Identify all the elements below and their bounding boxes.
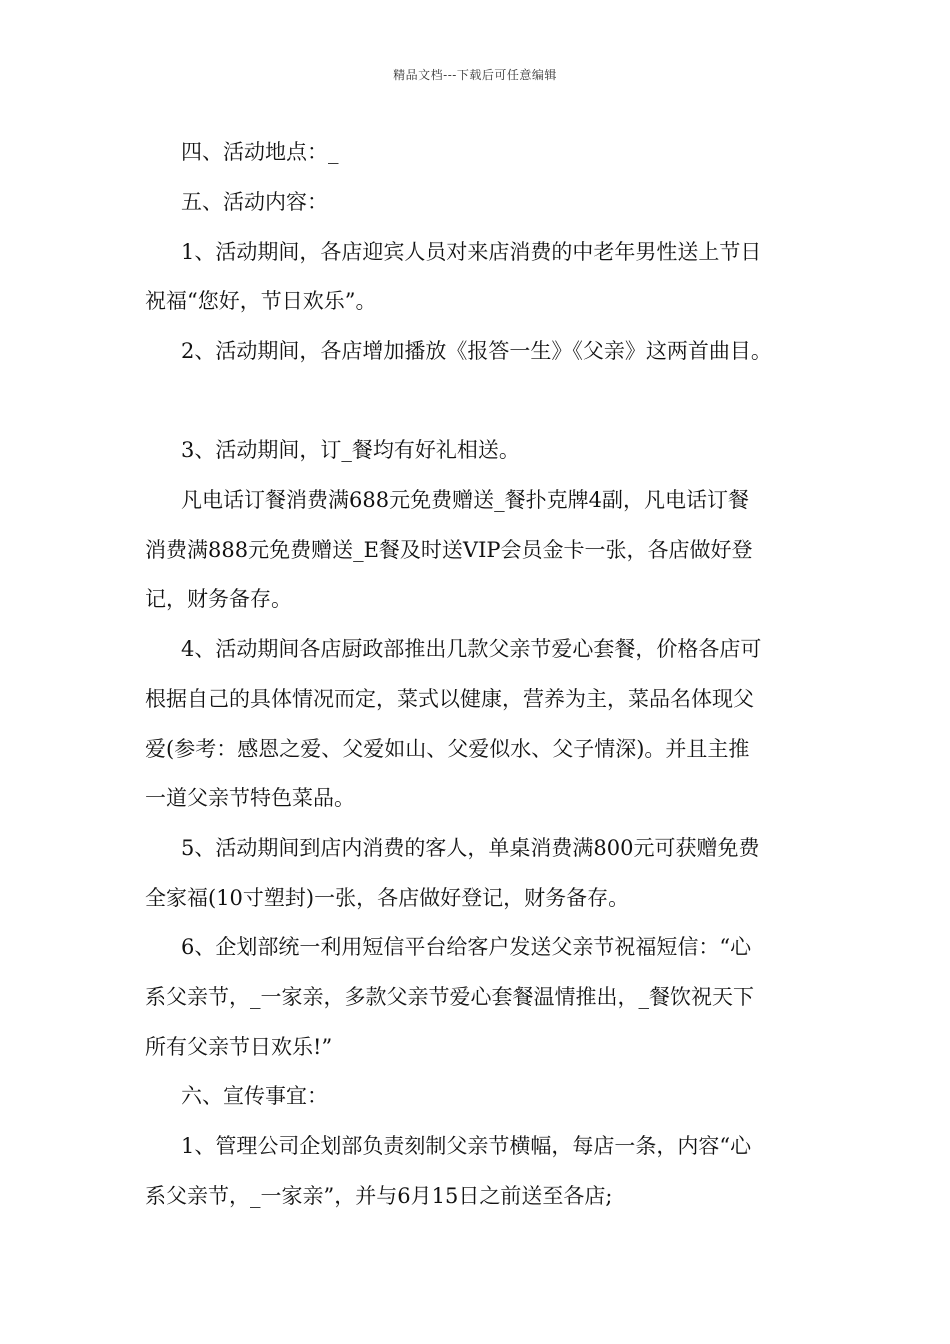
paragraph-line: 1、活动期间，各店迎宾人员对来店消费的中老年男性送上节日: [181, 240, 762, 264]
paragraph-line: 全家福(10寸塑封)一张，各店做好登记，财务备存。: [145, 886, 630, 910]
paragraph-line: 爱(参考：感恩之爱、父爱如山、父爱似水、父子情深)。并且主推: [145, 737, 750, 761]
paragraph-line: 消费满888元免费赠送_E餐及时送VIP会员金卡一张，各店做好登: [145, 538, 753, 562]
paragraph-line: 1、管理公司企划部负责刻制父亲节横幅，每店一条，内容“心: [181, 1134, 752, 1158]
paragraph-line: 3、活动期间，订_餐均有好礼相送。: [181, 438, 520, 462]
paragraph-line: 祝福“您好，节日欢乐”。: [145, 289, 377, 313]
section-heading-location: 四、活动地点：_: [181, 140, 339, 164]
section-heading-content: 五、活动内容：: [181, 190, 328, 214]
paragraph-line: 系父亲节，_一家亲，多款父亲节爱心套餐温情推出，_餐饮祝天下: [145, 985, 754, 1009]
paragraph-line: 凡电话订餐消费满688元免费赠送_餐扑克牌4副，凡电话订餐: [181, 488, 749, 512]
paragraph-line: 2、活动期间，各店增加播放《报答一生》《父亲》这两首曲目。: [181, 339, 772, 363]
page-header: 精品文档---下载后可任意编辑: [393, 68, 557, 82]
paragraph-line: 根据自己的具体情况而定，菜式以健康，营养为主，菜品名体现父: [145, 687, 754, 711]
paragraph-line: 4、活动期间各店厨政部推出几款父亲节爱心套餐，价格各店可: [181, 637, 762, 661]
section-heading-promotion: 六、宣传事宜：: [181, 1084, 328, 1108]
paragraph-line: 系父亲节，_一家亲”，并与6月15日之前送至各店;: [145, 1184, 613, 1208]
paragraph-line: 5、活动期间到店内消费的客人，单桌消费满800元可获赠免费: [181, 836, 760, 860]
paragraph-line: 记，财务备存。: [145, 587, 292, 611]
paragraph-line: 一道父亲节特色菜品。: [145, 786, 355, 810]
paragraph-line: 所有父亲节日欢乐!”: [145, 1035, 333, 1059]
paragraph-line: 6、企划部统一利用短信平台给客户发送父亲节祝福短信：“心: [181, 935, 752, 959]
